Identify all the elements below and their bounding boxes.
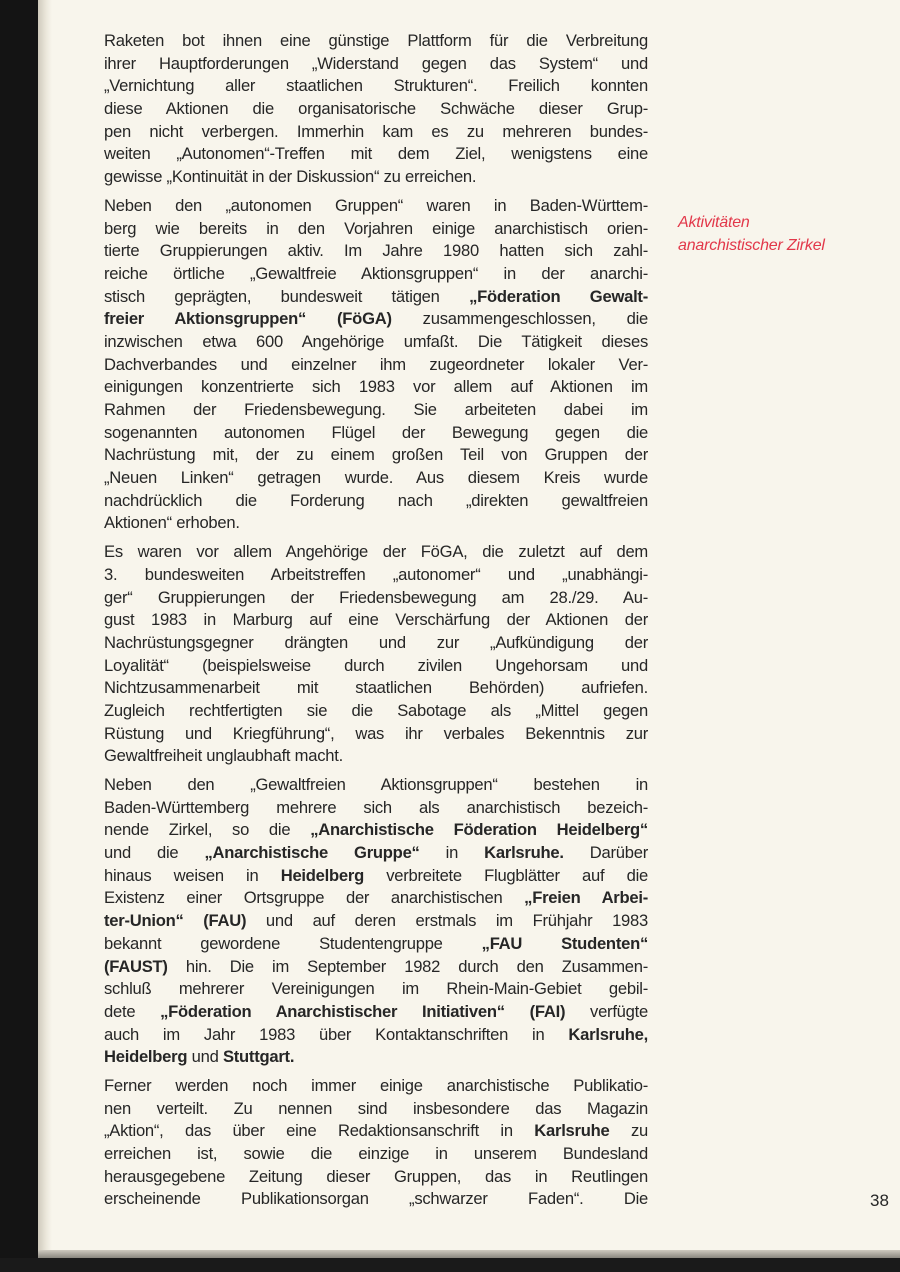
text-line bbox=[104, 53, 648, 76]
text-segment: Neben den „autonomen Gruppen“ waren in Baden-Württem- bbox=[104, 195, 648, 215]
text-line bbox=[104, 1120, 648, 1143]
text-line bbox=[104, 632, 648, 655]
text-segment: diese Aktionen die organisatorische Schwäche dieser Grup- bbox=[104, 99, 648, 119]
text-segment: Es waren vor allem Angehörige der FöGA, die zuletzt auf dem bbox=[104, 542, 648, 562]
text-segment: Nachrüstungsgegner drängten und zur „Aufkündigung der bbox=[104, 632, 648, 652]
text-line bbox=[104, 842, 648, 865]
text-line bbox=[104, 956, 648, 979]
text-line bbox=[104, 774, 648, 797]
bold-text: „Anarchistische Gruppe“ bbox=[204, 843, 420, 863]
text-line bbox=[104, 1075, 648, 1098]
margin-note bbox=[678, 211, 825, 257]
text-segment: sogenannten autonomen Flügel der Bewegung gegen die bbox=[104, 422, 648, 442]
text-line bbox=[104, 1024, 648, 1047]
text-line bbox=[104, 121, 648, 144]
text-segment: ger“ Gruppierungen der Friedensbewegung am 28./29. Au- bbox=[104, 587, 648, 607]
text-segment: Ferner werden noch immer einige anarchistische Publikatio- bbox=[104, 1075, 648, 1095]
text-segment: Aktionen“ erhoben. bbox=[104, 513, 240, 533]
text-segment: gust 1983 in Marburg auf eine Verschärfung der Aktionen der bbox=[104, 610, 648, 630]
text-segment: nende Zirkel, so die bbox=[104, 820, 311, 840]
text-line bbox=[104, 263, 648, 286]
book-binding-shadow bbox=[0, 0, 38, 1272]
text-line bbox=[104, 444, 648, 467]
text-segment: hinaus weisen in bbox=[104, 865, 281, 885]
page-bottom-edge bbox=[38, 1250, 900, 1258]
text-segment: in bbox=[419, 843, 485, 863]
text-line bbox=[104, 490, 648, 513]
text-segment: nachdrücklich die Forderung nach „direkten gewaltfreien bbox=[104, 490, 648, 510]
text-segment: Dachverbandes und einzelner ihm zugeordneter lokaler Ver- bbox=[104, 354, 648, 374]
text-line bbox=[104, 587, 648, 610]
text-segment: Loyalität“ (beispielsweise durch zivilen Ungehorsam und bbox=[104, 655, 648, 675]
text-segment: berg wie bereits in den Vorjahren einige anarchistisch orien- bbox=[104, 218, 648, 238]
text-line bbox=[104, 512, 648, 535]
text-line bbox=[104, 166, 648, 189]
text-line bbox=[104, 1143, 648, 1166]
text-segment: verbreitete Flugblätter auf die bbox=[363, 865, 648, 885]
bold-text: freier Aktionsgruppen“ (FöGA) bbox=[104, 309, 392, 329]
text-line bbox=[104, 75, 648, 98]
text-segment: Existenz einer Ortsgruppe der anarchistischen bbox=[104, 888, 525, 908]
text-line bbox=[104, 609, 648, 632]
bold-text: „FAU Studenten“ bbox=[481, 933, 648, 953]
text-line bbox=[104, 541, 648, 564]
text-line bbox=[104, 1166, 648, 1189]
text-line bbox=[104, 399, 648, 422]
text-line bbox=[104, 978, 648, 1001]
text-segment: und bbox=[187, 1047, 223, 1067]
text-segment: „Aktion“, das über eine Redaktionsanschrift in bbox=[104, 1121, 535, 1141]
text-segment: herausgegebene Zeitung dieser Gruppen, das in Reutlingen bbox=[104, 1166, 648, 1186]
text-line bbox=[104, 745, 648, 768]
text-segment: tierte Gruppierungen aktiv. Im Jahre 1980 hatten sich zahl- bbox=[104, 241, 648, 261]
text-segment: gewisse „Kontinuität in der Diskussion“ zu erreichen. bbox=[104, 167, 477, 187]
text-segment: pen nicht verbergen. Immerhin kam es zu mehreren bundes- bbox=[104, 121, 648, 141]
text-segment: „Neuen Linken“ getragen wurde. Aus diesem Kreis wurde bbox=[104, 468, 648, 488]
text-segment: Raketen bot ihnen eine günstige Plattform für die Verbreitung bbox=[104, 31, 648, 50]
text-segment: auch im Jahr 1983 über Kontaktanschriften in bbox=[104, 1024, 569, 1044]
bold-text: „Föderation Anarchistischer Initiativen“ (FAI) bbox=[160, 1001, 566, 1021]
text-line bbox=[104, 564, 648, 587]
text-segment: nen verteilt. Zu nennen sind insbesondere das Magazin bbox=[104, 1098, 648, 1118]
text-line bbox=[104, 933, 648, 956]
text-line bbox=[104, 331, 648, 354]
bold-text: Heidelberg bbox=[280, 865, 364, 885]
bold-text: Karlsruhe. bbox=[484, 843, 564, 863]
text-line bbox=[104, 376, 648, 399]
text-line bbox=[104, 1001, 648, 1024]
paragraph bbox=[104, 1075, 648, 1211]
text-line bbox=[104, 218, 648, 241]
text-line bbox=[104, 467, 648, 490]
text-segment: Zugleich rechtfertigten sie die Sabotage als „Mittel gegen bbox=[104, 700, 648, 720]
text-line bbox=[104, 1046, 648, 1069]
text-line bbox=[104, 910, 648, 933]
text-line bbox=[104, 655, 648, 678]
bold-text: Heidelberg bbox=[104, 1047, 188, 1067]
text-line bbox=[104, 677, 648, 700]
text-segment: stisch geprägten, bundesweit tätigen bbox=[104, 286, 470, 306]
text-line bbox=[104, 1098, 648, 1121]
text-line bbox=[104, 865, 648, 888]
text-line bbox=[104, 422, 648, 445]
text-segment: erscheinende Publikationsorgan „schwarzer Faden“. Die bbox=[104, 1189, 648, 1209]
text-segment: erreichen ist, sowie die einzige in unserem Bundesland bbox=[104, 1144, 648, 1163]
text-line bbox=[104, 240, 648, 263]
text-segment: verfügte bbox=[565, 1001, 648, 1021]
text-line bbox=[104, 797, 648, 820]
bold-text: ter-Union“ (FAU) bbox=[104, 911, 247, 931]
text-segment: bekannt gewordene Studentengruppe bbox=[104, 933, 482, 953]
text-segment: Rüstung und Kriegführung“, was ihr verbales Bekenntnis zur bbox=[104, 723, 648, 743]
paragraph bbox=[104, 541, 648, 768]
text-segment: „Vernichtung aller staatlichen Strukturen“. Freilich konnten bbox=[104, 76, 648, 96]
text-line bbox=[104, 700, 648, 723]
page-gutter bbox=[38, 0, 52, 1258]
text-segment: hin. Die im September 1982 durch den Zusammen- bbox=[167, 956, 648, 976]
margin-note-line: Aktivitäten bbox=[678, 214, 750, 231]
bold-text: Stuttgart. bbox=[222, 1047, 295, 1067]
text-segment: zu bbox=[609, 1121, 648, 1141]
text-line bbox=[104, 30, 648, 53]
text-segment: weiten „Autonomen“-Treffen mit dem Ziel, wenigstens eine bbox=[104, 144, 648, 164]
text-segment: und die bbox=[104, 843, 205, 863]
text-segment: dete bbox=[104, 1001, 161, 1021]
text-line bbox=[104, 887, 648, 910]
paragraph bbox=[104, 195, 648, 535]
paragraph bbox=[104, 30, 648, 189]
bold-text: „Anarchistische Föderation Heidelberg“ bbox=[310, 820, 648, 840]
bold-text: Karlsruhe bbox=[534, 1121, 610, 1141]
text-line bbox=[104, 819, 648, 842]
text-line bbox=[104, 143, 648, 166]
text-segment: und auf deren erstmals im Frühjahr 1983 bbox=[246, 911, 648, 931]
text-line bbox=[104, 308, 648, 331]
text-segment: ihrer Hauptforderungen „Widerstand gegen das System“ und bbox=[104, 53, 648, 73]
bold-text: „Freien Arbei- bbox=[524, 888, 648, 908]
bold-text: (FAUST) bbox=[104, 956, 168, 976]
text-segment: einigungen konzentrierte sich 1983 vor allem auf Aktionen im bbox=[104, 377, 648, 397]
text-segment: reiche örtliche „Gewaltfreie Aktionsgruppen“ in der anarchi- bbox=[104, 263, 648, 283]
page-number: 38 bbox=[870, 1191, 889, 1210]
text-segment: 3. bundesweiten Arbeitstreffen „autonomer“ und „unabhängi- bbox=[104, 564, 648, 584]
text-segment: schluß mehrerer Vereinigungen im Rhein-Main-Gebiet gebil- bbox=[104, 979, 648, 999]
text-segment: Rahmen der Friedensbewegung. Sie arbeiteten dabei im bbox=[104, 400, 648, 419]
text-segment: Neben den „Gewaltfreien Aktionsgruppen“ bestehen in bbox=[104, 775, 648, 794]
text-segment: inzwischen etwa 600 Angehörige umfaßt. Die Tätigkeit dieses bbox=[104, 331, 648, 351]
text-segment: Nachrüstung mit, der zu einem großen Teil von Gruppen der bbox=[104, 445, 648, 465]
margin-note-line: anarchistischer Zirkel bbox=[678, 237, 825, 254]
text-line bbox=[104, 354, 648, 377]
text-line bbox=[104, 195, 648, 218]
text-segment: zusammengeschlossen, die bbox=[391, 309, 648, 329]
text-segment: Gewaltfreiheit unglaubhaft macht. bbox=[104, 746, 343, 766]
paragraph bbox=[104, 774, 648, 1069]
bold-text: „Föderation Gewalt- bbox=[469, 286, 648, 306]
text-line bbox=[104, 1188, 648, 1211]
scan-background bbox=[0, 1258, 900, 1272]
text-line bbox=[104, 286, 648, 309]
text-line bbox=[104, 98, 648, 121]
bold-text: Karlsruhe, bbox=[568, 1024, 648, 1044]
text-segment: Darüber bbox=[563, 843, 648, 863]
text-segment: Baden-Württemberg mehrere sich als anarchistisch bezeich- bbox=[104, 797, 648, 817]
text-segment: Nichtzusammenarbeit mit staatlichen Behörden) aufriefen. bbox=[104, 678, 648, 698]
text-line bbox=[104, 723, 648, 746]
body-text-column bbox=[104, 30, 648, 1217]
